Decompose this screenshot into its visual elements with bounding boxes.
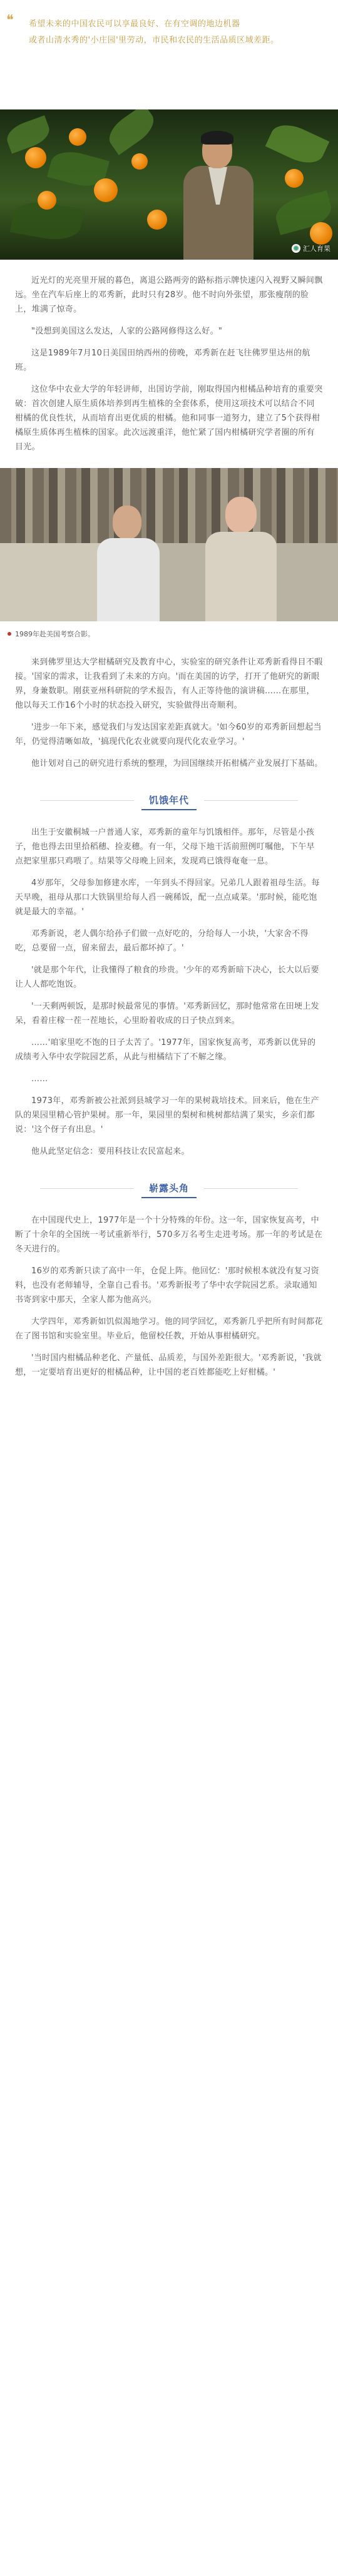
paragraph: 来到佛罗里达大学柑橘研究及教育中心，实验室的研究条件让邓秀新看得目不暇接。'国家的需求，让我看到了未来的方向。'而在美国的访学，打开了他研究的新眼界，身兼数职。刚获亚州科研院的学术报告，有人正等待他的演讲稿……在那里，他以每天工作16个小时的状态投入研究，实验做得出奇顺利。	[15, 658, 323, 710]
leaf-shape	[265, 118, 330, 170]
paragraph: "没想到美国这么发达，人家的公路网修得这么好。"	[31, 327, 223, 336]
caption-dot-icon	[8, 632, 11, 636]
leaf-shape	[3, 115, 53, 154]
orange-fruit	[285, 169, 304, 188]
person-figure	[178, 133, 260, 260]
section-title: 饥饿年代	[141, 791, 197, 810]
paragraph: '一天剩两顿饭，是那时候最常见的事情。'邓秀新回忆，那时他常常在田埂上发呆，看着庄稼一茬一茬地长，心里盼着收成的日子快点到来。	[15, 1002, 319, 1026]
paragraph: '当时国内柑橘品种老化、产量低、品质差，与国外差距很大。'邓秀新说，'我就想，一定要培育出更好的柑橘品种，让中国的老百姓都能吃上好柑橘。'	[15, 1353, 322, 1377]
person-figure	[94, 493, 163, 621]
article-section-4	[0, 1204, 338, 1393]
divider	[204, 1188, 298, 1189]
divider	[40, 800, 134, 801]
paragraph: 出生于安徽桐城一户普通人家，邓秀新的童年与饥饿相伴。那年，尽管是小孩子，他也得去田里拾稻穗、捡麦穗。有一年，父母下地干活前照例叮嘱他，下午早点把家里那只鸡喂了。结果等父母晚上回来，发现鸡已饿得奄奄一息。	[15, 828, 315, 866]
quote-line: 或者山清水秀的'小庄园'里劳动，市民和农民的生活品质区域差距。	[29, 36, 279, 45]
section-header	[0, 785, 338, 817]
intro-quote	[0, 0, 338, 109]
paragraph: 1973年，邓秀新被公社派到县城学习一年的果树栽培技术。回来后，他在生产队的果园里精心管护果树。那一年，果园里的梨树和桃树都结满了果实，乡亲们都说：'这个伢子有出息。'	[15, 1096, 319, 1134]
article-section-1	[0, 260, 338, 468]
article-section-2	[0, 646, 338, 785]
orange-fruit	[38, 191, 56, 210]
paragraph: 4岁那年，父母参加修建水库，一年到头不得回家。兄弟几人跟着祖母生活。每天早晚，祖母从那口大铁锅里给每人舀一碗稀饭，配一点点咸菜。'那时候，能吃饱就是最大的幸福。'	[15, 878, 320, 917]
orange-fruit	[25, 147, 46, 168]
paragraph: '就是那个年代，让我懂得了粮食的珍贵。'少年的邓秀新暗下决心，长大以后要让人人都吃饱饭。	[15, 965, 319, 989]
paragraph: ……'咱家里吃不饱的日子太苦了。'1977年，国家恢复高考，邓秀新以优异的成绩考入华中农学院园艺系，从此与柑橘结下了不解之缘。	[15, 1038, 316, 1062]
bookshelf-shape	[0, 468, 338, 543]
orange-fruit	[310, 222, 332, 245]
person-figure	[200, 487, 282, 621]
wechat-icon: ◉	[292, 244, 300, 253]
orange-fruit	[94, 178, 118, 202]
caption-text: 1989年赴美国考察合影。	[15, 630, 95, 638]
orange-fruit	[147, 210, 167, 230]
paragraph: 在中国现代史上，1977年是一个十分特殊的年份。这一年，国家恢复高考，中断了十余年的全国统一考试重新举行，570多万名考生走进考场。那一年的考试是在冬天进行的。	[15, 1216, 323, 1254]
paragraph: ……	[31, 1074, 48, 1084]
divider	[204, 800, 298, 801]
paragraph: 近光灯的光亮里开展的暮色，离退公路两旁的路标指示牌快速闪入视野又瞬间飘远。坐在汽车后座上的邓秀新，此时只有28岁。他不时向外张望，那张瘦削的脸上，堆满了惊奇。	[15, 276, 323, 314]
paragraph: 这位华中农业大学的年轻讲师，出国访学前，刚取得国内柑橘品种培育的重要突破：首次创建人原生质体培养到再生植株的全套体系，使用这项技术可以结合不同柑橘的优良性状，从而培育出更优质的柑橘。他和同事一道努力，建立了5个获得柑橘原生质体再生植株的国家。此次远渡重洋，他忙紧了国内柑橘研究学者圈的所有目光。	[15, 385, 323, 452]
quote-mark-icon: ❝	[6, 13, 14, 28]
quote-line: 希望未来的中国农民可以享最良好、在有空调的地边机器	[29, 19, 240, 29]
photo-caption	[0, 621, 338, 646]
paragraph: 16岁的邓秀新只读了高中一年，仓促上阵。他回忆：'那时候根本就没有复习资料，也没有老师辅导，全靠自己看书。'邓秀新报考了华中农学院园艺系。录取通知书寄到家中那天，全家人都为他高兴。	[15, 1266, 319, 1305]
lab-photo	[0, 468, 338, 621]
watermark-text: 汇人育果	[303, 245, 330, 253]
paragraph: 他从此坚定信念：要用科技让农民富起来。	[31, 1147, 190, 1156]
paragraph: 他计划对自己的研究进行系统的整理，为回国继续开拓柑橘产业发展打下基础。	[31, 759, 323, 768]
watermark	[292, 243, 330, 253]
orange-fruit	[69, 128, 86, 146]
orchard-photo	[0, 109, 338, 260]
divider	[40, 1188, 134, 1189]
article-section-3	[0, 817, 338, 1173]
section-title: 崭露头角	[141, 1179, 197, 1198]
paragraph: 这是1989年7月10日美国田纳西州的傍晚，邓秀新在赶飞往佛罗里达州的航班。	[15, 349, 310, 372]
paragraph: 大学四年，邓秀新如饥似渴地学习。他的同学回忆，邓秀新几乎把所有时间都花在了图书馆和实验室里。毕业后，他留校任教，开始从事柑橘研究。	[15, 1317, 323, 1341]
paragraph: 邓秀新说，老人偶尔给孙子们做一点好吃的，分给每人一小块，'大家舍不得吃，总要留一点，留来留去，最后都坏掉了。'	[15, 929, 309, 953]
orange-fruit	[131, 153, 148, 170]
leaf-shape	[103, 109, 160, 155]
paragraph: '进步一年下来，感觉我们与发达国家差距真就大。'如今60岁的邓秀新回想起当年，仍觉得清晰如故，'搞现代化农业就要向现代化农业学习。'	[15, 723, 322, 746]
section-header	[0, 1173, 338, 1204]
